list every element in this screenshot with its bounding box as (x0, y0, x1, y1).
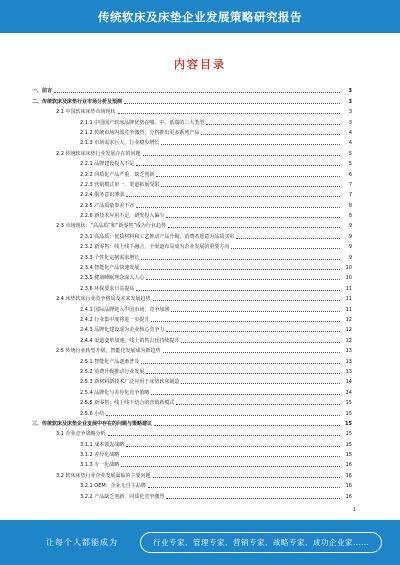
toc-leader-dots (161, 186, 340, 187)
toc-entry[interactable] (32, 396, 352, 406)
toc-entry[interactable] (32, 178, 352, 188)
toc-entry-page: 6 (348, 171, 352, 178)
toc-entry[interactable] (32, 313, 352, 323)
toc-entry-page: 16 (345, 483, 352, 490)
toc-leader-dots (126, 446, 340, 447)
toc-entry-text: 2.5.2 消费升级推动行业发展 (80, 368, 145, 375)
toc-leader-dots (161, 144, 340, 145)
toc-leader-dots (146, 373, 340, 374)
toc-leader-dots (166, 217, 340, 218)
toc-entry-page: 11 (345, 296, 352, 303)
toc-entry-page: 12 (345, 337, 352, 344)
toc-entry-text: 3.2.1 OEM：企业无自主品牌 (80, 483, 146, 490)
toc-leader-dots (54, 92, 340, 93)
toc-entry-text: 2.3.2 新零售：线上线下融合，全渠道布局成为企业发展的重要方向 (80, 244, 230, 251)
toc-entry-text: 3.2.2 产品缺乏创新，同质化竞争激烈 (80, 493, 165, 500)
toc-entry[interactable] (32, 146, 352, 156)
toc-entry-text: 2.2.6 新技术应用不足，研发投入偏少 (80, 213, 165, 220)
toc-entry[interactable] (32, 136, 352, 146)
toc-entry-text: 2.3.4 智能化产品快速发展 (80, 265, 140, 272)
toc-entry[interactable] (32, 385, 352, 395)
toc-entry-text: 2.2 传统软床床垫行业发展存在的问题 (56, 150, 141, 157)
toc-entry[interactable] (32, 417, 352, 427)
toc-leader-dots (136, 207, 340, 208)
toc-entry-text: 2.3 市场现状：“高品质”和“新零售”成为行业趋势 (56, 223, 166, 230)
toc-entry-page: 15 (345, 420, 352, 427)
toc-entry-page: 9 (348, 254, 352, 261)
toc-entry[interactable] (32, 365, 352, 375)
toc-leader-dots (136, 165, 340, 166)
toc-entry-page: 10 (345, 265, 352, 272)
toc-entry-page: 15 (345, 441, 352, 448)
toc-entry[interactable] (32, 281, 352, 291)
toc-entry[interactable] (32, 84, 352, 94)
footer-roles-pill: 行业专家、管理专家、营销专家、战略专家、成功企业家…… (140, 532, 382, 553)
toc-entry[interactable] (32, 188, 352, 198)
toc-entry-text: 2.4.2 行业集中度将进一步提升 (80, 316, 150, 323)
toc-leader-dots (231, 248, 340, 249)
toc-leader-dots (143, 155, 340, 156)
toc-leader-dots (124, 103, 340, 104)
toc-entry-text: 2.2.2 同质化产品严重，缺乏创新 (80, 171, 155, 178)
toc-entry[interactable] (32, 448, 352, 458)
toc-entry-text: 2.1.1 中国国产软床品牌优势在哪、中、低端的三大类型 (80, 119, 205, 126)
toc-entry[interactable] (32, 240, 352, 250)
toc-entry-page: 3 (348, 98, 352, 105)
toc-entry[interactable] (32, 489, 352, 499)
toc-entry-page: 13 (345, 368, 352, 375)
toc-entry-text: 3.2 软床床垫行业企业发展面临的主要问题 (56, 472, 151, 479)
toc-entry[interactable] (32, 375, 352, 385)
toc-entry-page: 3 (348, 109, 352, 116)
toc-entry-page: 15 (345, 431, 352, 438)
toc-entry[interactable] (32, 427, 352, 437)
toc-entry-page: 14 (345, 389, 352, 396)
toc-entry-text: 2.3.1 高品质：优质材料和工艺推动产品升级，消费者愿意为品质买单 (80, 233, 235, 240)
toc-leader-dots (141, 259, 340, 260)
toc-entry[interactable] (32, 126, 352, 136)
toc-leader-dots (153, 300, 340, 301)
toc-entry[interactable] (32, 167, 352, 177)
toc-entry-text: 二、传统软床及床垫行业市场分析及预测 (32, 98, 123, 105)
toc-entry[interactable] (32, 333, 352, 343)
toc-leader-dots (106, 415, 340, 416)
toc-entry-page: 13 (345, 348, 352, 355)
toc-entry-page: 3 (348, 88, 352, 95)
toc-entry-text: 2.4.3 品牌化建设成为企业核心竞争力 (80, 327, 165, 334)
toc-entry-page: 15 (345, 410, 352, 417)
toc-entry[interactable] (32, 219, 352, 229)
toc-entry-text: 2.5.4 品牌化与差异化竞争策略 (80, 389, 150, 396)
toc-entry[interactable] (32, 292, 352, 302)
toc-leader-dots (118, 113, 340, 114)
toc-entry[interactable] (32, 458, 352, 468)
toc-entry-text: 3.1.2 差异化战略 (80, 452, 120, 459)
toc-entry-text: 2.5 传统行业转型升级，智能化发展成为新趋势 (56, 348, 161, 355)
toc-entry-page: 8 (348, 213, 352, 220)
header-bar (0, 0, 400, 33)
toc-leader-dots (171, 311, 340, 312)
toc-entry[interactable] (32, 105, 352, 115)
toc-leader-dots (141, 269, 340, 270)
toc-entry-text: 2.4.4 渠道变革加速，线上销售占比持续提升 (80, 337, 180, 344)
toc-entry-page: 12 (345, 316, 352, 323)
toc-leader-dots (166, 498, 340, 499)
toc-entry-page: 16 (345, 472, 352, 479)
toc-leader-dots (121, 456, 340, 457)
toc-entry-page: 5 (348, 161, 352, 168)
toc-entry-text: 2.5.6 小结 (80, 410, 105, 417)
toc-entry[interactable] (32, 229, 352, 239)
toc-heading: 内容目录 (174, 58, 226, 71)
toc-entry-page: 4 (348, 129, 352, 136)
toc-leader-dots (126, 196, 340, 197)
toc-leader-dots (181, 342, 340, 343)
toc-entry[interactable] (32, 271, 352, 281)
toc-entry-text: 2.5.5 新零售：线上线下结合的营销新模式 (80, 400, 175, 407)
toc-entry-text: 2.3.3 个性化定制需求增长 (80, 254, 140, 261)
footer-slogan: 让每个人都能成为 (46, 538, 118, 547)
toc-entry[interactable] (32, 344, 352, 354)
toc-leader-dots (136, 290, 340, 291)
toc-leader-dots (181, 383, 340, 384)
toc-entry-text: 2.1.3 市场需求巨大，行业稳步增长 (80, 140, 160, 147)
toc-entry-text: 3.1.1 成本领先战略 (80, 441, 125, 448)
toc-leader-dots (148, 487, 340, 488)
toc-entry-text: 2.5.1 智能化产品逐渐普及 (80, 358, 140, 365)
toc-entry-page: 3 (348, 119, 352, 126)
toc-entry-page: 15 (345, 452, 352, 459)
toc-entry[interactable] (32, 209, 352, 219)
page-number: 1 (352, 507, 356, 513)
toc-entry-text: 2.4 床垫软床行业竞争格局及未来发展趋势 (56, 296, 151, 303)
toc-leader-dots (146, 279, 340, 280)
toc-entry-page: 13 (345, 358, 352, 365)
toc-entry[interactable] (32, 302, 352, 312)
toc-entry[interactable] (32, 323, 352, 333)
toc-leader-dots (236, 238, 340, 239)
toc-entry[interactable] (32, 198, 352, 208)
toc-entry-text: 2.3.5 健康睡眠理念深入人心 (80, 275, 145, 282)
footer-bar (0, 520, 400, 565)
toc-entry-page: 7 (348, 192, 352, 199)
toc-leader-dots (153, 477, 340, 478)
toc-leader-dots (151, 321, 340, 322)
toc-entry-page: 8 (348, 202, 352, 209)
toc-entry[interactable] (32, 468, 352, 478)
toc-entry-page: 12 (345, 327, 352, 334)
toc-entry-text: 2.4.1 国际品牌进入中国市场，竞争加剧 (80, 306, 170, 313)
toc-entry-text: 3.1 企业竞争战略分析 (56, 431, 106, 438)
toc-entry[interactable] (32, 261, 352, 271)
toc-entry-page: 10 (345, 275, 352, 282)
toc-leader-dots (206, 124, 340, 125)
toc-entry[interactable] (32, 94, 352, 104)
toc-entry-page: 15 (345, 400, 352, 407)
toc-leader-dots (154, 425, 340, 426)
toc-entry-text: 2.2.1 品牌建设投入不足 (80, 161, 135, 168)
toc-leader-dots (151, 394, 340, 395)
toc-entry-text: 2.2.4 服务意识薄弱 (80, 192, 125, 199)
toc-entry-page: 9 (348, 223, 352, 230)
report-title: 传统软床及床垫企业发展策略研究报告 (98, 9, 302, 24)
toc-entry[interactable] (32, 437, 352, 447)
table-of-contents (32, 84, 352, 500)
toc-entry-text: 三、传统软床及床垫企业发展中存在的问题与策略建议 (32, 420, 153, 427)
toc-leader-dots (121, 466, 340, 467)
toc-leader-dots (166, 331, 340, 332)
toc-entry[interactable] (32, 354, 352, 364)
toc-entry-text: 2.1.2 传统市场内部竞争激烈，分档推出更多系列产品 (80, 129, 200, 136)
toc-leader-dots (156, 176, 340, 177)
toc-entry-page: 14 (345, 379, 352, 386)
toc-leader-dots (108, 435, 340, 436)
toc-entry-text: 一、前言 (32, 88, 53, 95)
toc-entry-page: 11 (345, 285, 352, 292)
toc-entry[interactable] (32, 479, 352, 489)
toc-entry-page: 16 (345, 462, 352, 469)
toc-entry-page: 5 (348, 150, 352, 157)
toc-leader-dots (176, 404, 340, 405)
toc-leader-dots (168, 227, 340, 228)
toc-entry-page: 9 (348, 233, 352, 240)
toc-leader-dots (201, 134, 340, 135)
toc-leader-dots (163, 352, 340, 353)
toc-entry-page: 9 (348, 244, 352, 251)
toc-entry-page: 16 (345, 493, 352, 500)
toc-leader-dots (141, 363, 340, 364)
toc-entry-text: 2.2.5 产品质量参差不齐 (80, 202, 135, 209)
toc-entry-text: 2.1 中国软床床垫市场现状 (56, 109, 116, 116)
toc-entry[interactable] (32, 250, 352, 260)
toc-entry-text: 2.3.6 环保要求日益提高 (80, 285, 135, 292)
toc-entry[interactable] (32, 115, 352, 125)
toc-entry-text: 3.1.3 专一化战略 (80, 462, 120, 469)
toc-entry-text: 2.2.3 营销模式单一，渠道拓展受限 (80, 181, 160, 188)
toc-entry-text: 2.5.3 新材料新技术广泛应用于床垫软床制造 (80, 379, 180, 386)
toc-entry-page: 4 (348, 140, 352, 147)
toc-entry-page: 7 (348, 181, 352, 188)
toc-entry-page: 11 (345, 306, 352, 313)
toc-entry[interactable] (32, 157, 352, 167)
toc-entry[interactable] (32, 406, 352, 416)
